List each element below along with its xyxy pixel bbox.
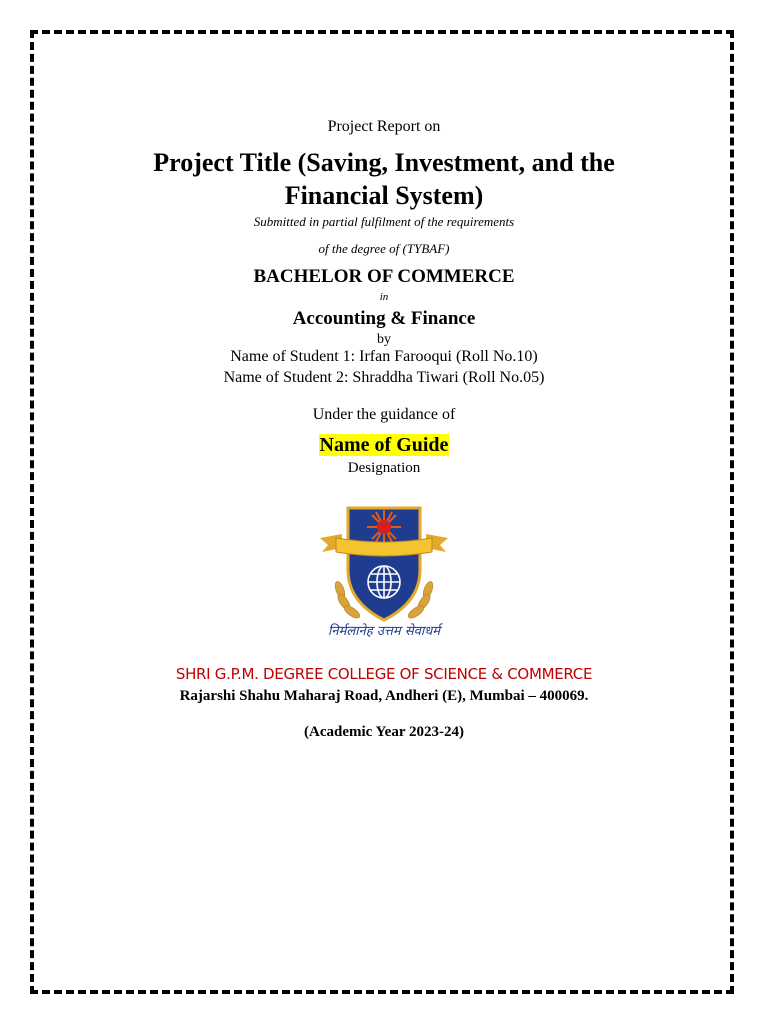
guide-name-highlight: Name of Guide: [319, 434, 449, 456]
degree-name: BACHELOR OF COMMERCE: [253, 266, 515, 287]
guide-name: [0, 434, 768, 457]
project-title-line-2: Financial System): [284, 181, 484, 210]
student-1: Name of Student 1: Irfan Farooqui (Roll No.10): [230, 348, 538, 365]
logo-motto: निर्मलानेह उत्तम सेवाधर्म: [328, 624, 440, 639]
globe-icon: [368, 566, 400, 598]
project-title-line-1: Project Title (Saving, Investment, and the: [153, 148, 615, 177]
project-title: [0, 146, 768, 212]
degree-in-label: in: [379, 291, 389, 303]
guidance-label: Under the guidance of: [312, 406, 456, 423]
guide-designation: Designation: [347, 460, 421, 476]
college-name: SHRI G.P.M. DEGREE COLLEGE OF SCIENCE & COMMERCE: [175, 665, 593, 683]
submission-note-line-2: of the degree of (TYBAF): [318, 241, 450, 256]
report-label: Project Report on: [327, 118, 441, 135]
by-label: by: [377, 332, 391, 347]
college-address: Rajarshi Shahu Maharaj Road, Andheri (E), Mumbai – 400069.: [179, 688, 589, 704]
student-2: Name of Student 2: Shraddha Tiwari (Roll No.05): [223, 369, 545, 386]
submission-note-line-1: Submitted in partial fulfilment of the requirements: [253, 214, 515, 229]
academic-year: (Academic Year 2023-24): [304, 724, 464, 740]
degree-specialization: Accounting & Finance: [292, 308, 476, 329]
